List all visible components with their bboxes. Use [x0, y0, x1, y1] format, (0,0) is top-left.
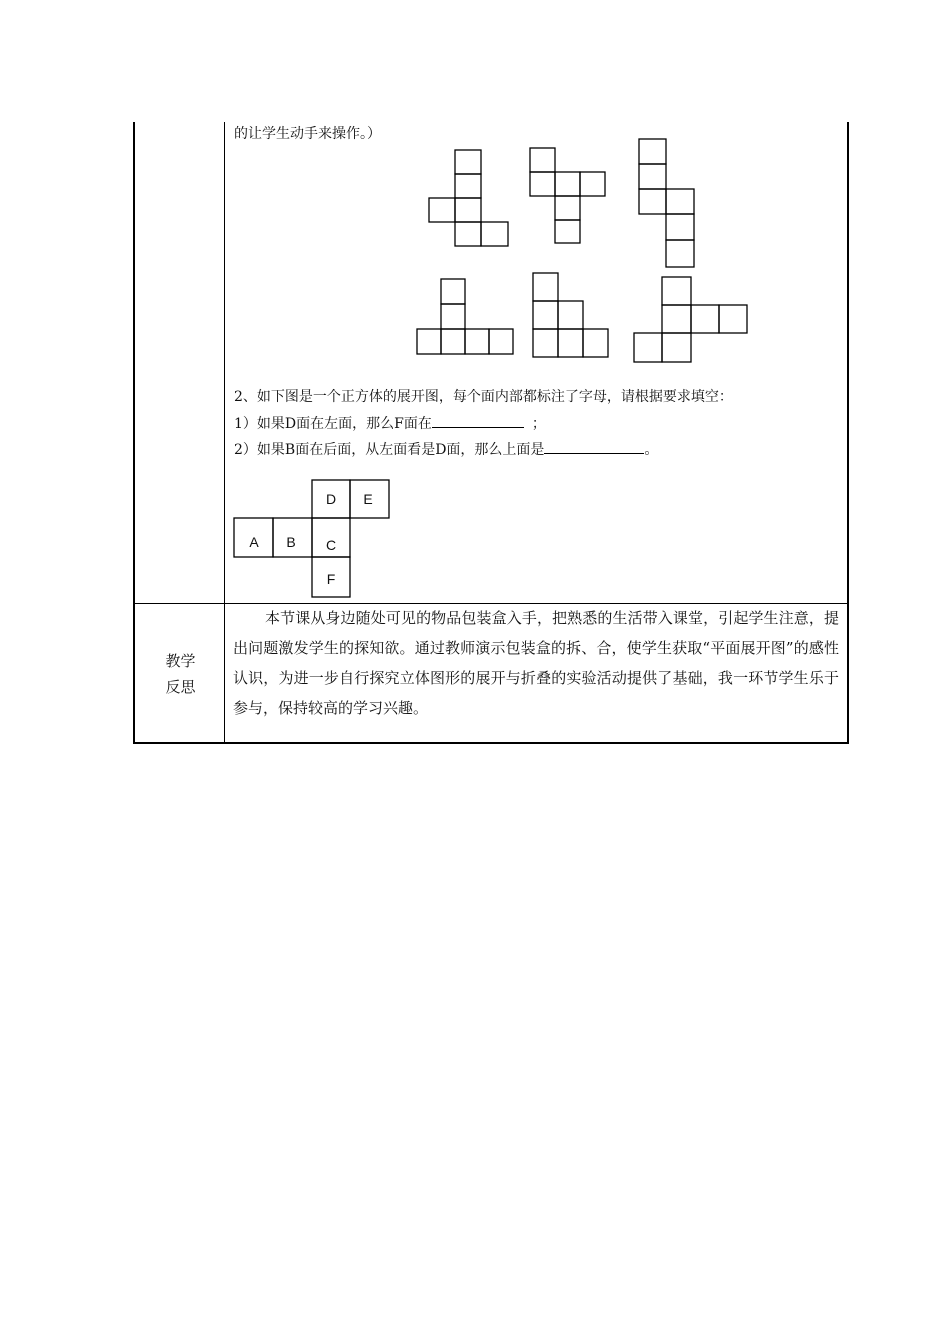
cube-net-1: [429, 150, 508, 246]
q2-2-text: 2）如果B面在后面，从左面看是D面，那么上面是: [234, 442, 545, 458]
question-2: 2、如下图是一个正方体的展开图，每个面内部都标注了字母，请根据要求填空：: [234, 389, 733, 405]
labeled-cube-net: [234, 480, 389, 597]
cube-net-4: [417, 279, 513, 354]
face-label-e: E: [363, 491, 373, 507]
cube-net-5: [533, 273, 608, 357]
reflection-label-line2: 反思: [165, 677, 196, 696]
cube-net-2: [530, 148, 605, 243]
intro-text: 的让学生动手来操作。）: [234, 126, 381, 142]
reflection-text: 本节课从身边随处可见的物品包装盒入手，把熟悉的生活带入课堂，引起学生注意，提出问题激发学生的探知欲。通过教师演示包装盒的拆、合，使学生获取“平面展开图”的感性认识，为进一步自行探究立体图形的展开与折叠的实验活动提供了基础，我一环节学生乐于参与，保持较高的学习兴趣。: [233, 609, 839, 717]
q2-2-end: 。: [644, 442, 659, 458]
face-label-b: B: [286, 534, 296, 550]
face-label-a: A: [249, 534, 259, 550]
reflection-label: [136, 605, 225, 742]
cube-net-3: [639, 139, 694, 267]
q2-1-end: ；: [531, 416, 546, 432]
reflection-label-line1: 教学: [165, 651, 196, 670]
face-label-c: C: [325, 537, 337, 553]
q2-1-text: 1）如果D面在左面，那么F面在: [234, 416, 432, 432]
face-label-d: D: [325, 491, 337, 507]
face-label-f: F: [326, 571, 336, 587]
cube-net-6: [634, 277, 747, 362]
